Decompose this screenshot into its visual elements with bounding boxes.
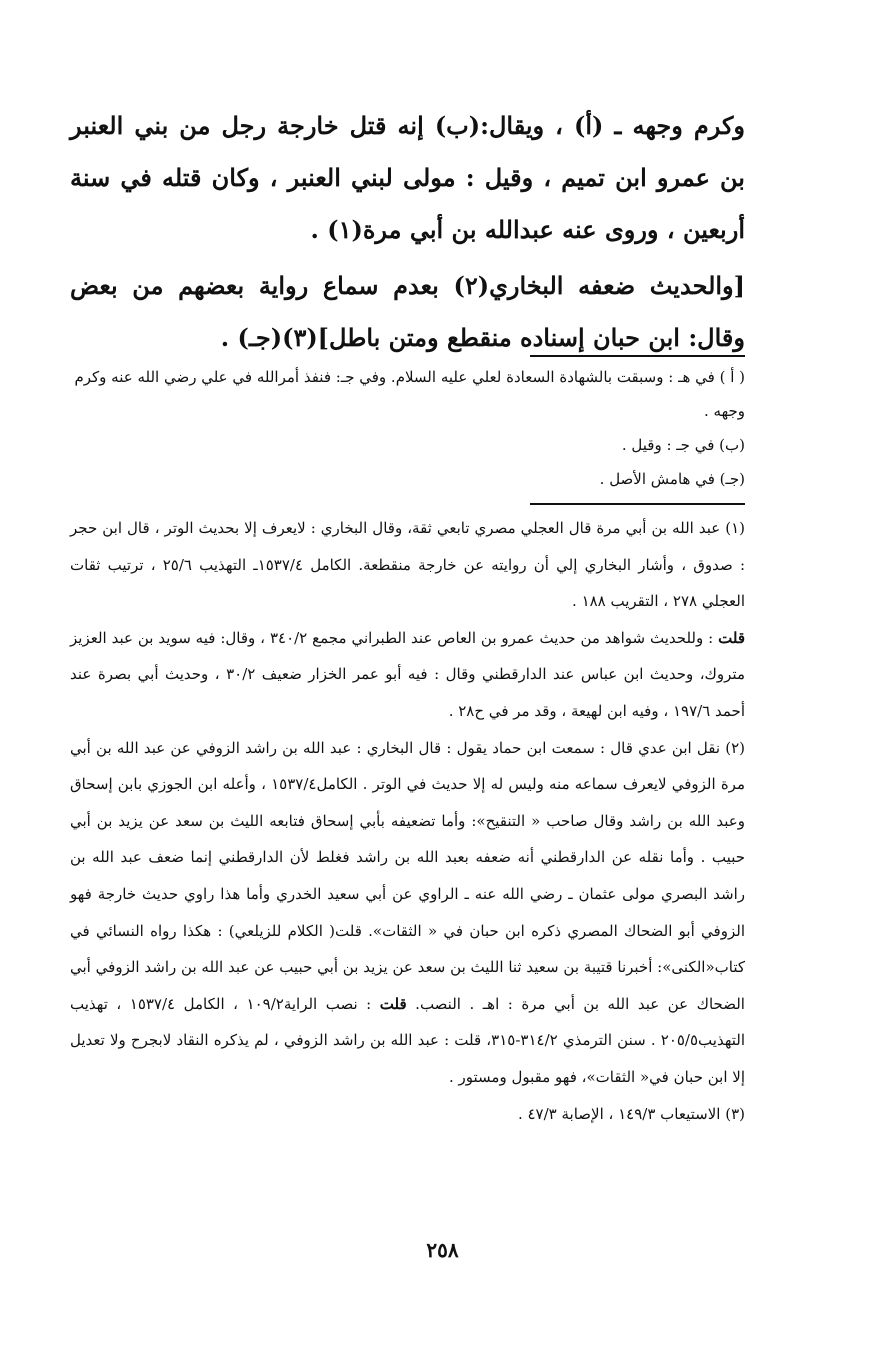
- footnote-2-text-b: : نصب الراية١٠٩/٢ ، الكامل ١٥٣٧/٤ ، تهذيب التهذيب٢٠٥/٥ . سنن الترمذي ٣١٤/٢-٣١٥، قلت : عبد الله بن راشد الزوفي ، لم يذكره النقاد لابجرح ولا تعديل إلا ابن حبان في« الثقات»، فهو مقبول ومستور .: [70, 994, 746, 1086]
- footnote-2: [70, 730, 745, 1096]
- variant-note-b: (ب) في جـ : وقيل .: [621, 436, 745, 454]
- main-text: [70, 100, 745, 364]
- footnotes: [70, 510, 745, 1132]
- footnote-2-text-a: (٢) نقل ابن عدي قال : سمعت ابن حماد يقول : قال البخاري : عبد الله بن راشد الزوفي عن عبد الله بن أبي مرة الزوفي لايعرف سماعه منه وليس له إلا حديث في الوتر . الكامل١٥٣٧/٤ ، وأعله ابن الجوزي بابن إسحاق وعبد الله بن راشد وقال صاحب « التنقيح»: وأما تضعيفه بأبي إسحاق فتابعه الليث بن سعد عن يزيد بن أبي حبيب . وأما نقله عن الدارقطني أنه ضعفه بعبد الله بن راشد فغلط لأن الدارقطني إنما ضعف عبد الله بن راشد البصري مولى عثمان ـ رضي الله عنه ـ الراوي عن أبي سعيد الخدري وأما هذا راوي حديث خارجة فهو الزوفي أبو الضحاك المصري ذكره ابن حبان في « الثقات». قلت( الكلام للزيلعي) : هكذا رواه النسائي في كتاب«الكنى»: أخبرنا قتيبة بن سعيد ثنا الليث بن سعد عن يزيد بن أبي حبيب عن عبد الله بن راشد الزوفي أبي الضحاك عن عبد الله بن أبي مرة : اهـ . النصب.: [70, 738, 745, 1013]
- page-number: ٢٥٨: [426, 1238, 459, 1262]
- variant-note-c: (جـ) في هامش الأصل .: [599, 470, 745, 488]
- footnote-1-text: (١) عبد الله بن أبي مرة قال العجلي مصري تابعي ثقة، وقال البخاري : لايعرف إلا بحديث الوتر ، قال ابن حجر : صدوق ، وأشار البخاري إلي أن روايته عن خارجة منقطعة. الكامل ١٥٣٧/٤ـ التهذيب ٢٥/٦ ، ترتيب ثقات العجلي ٢٧٨ ، التقريب ١٨٨ .: [70, 519, 745, 611]
- footnote-1-qult-label: قلت: [718, 628, 746, 647]
- main-paragraph-2: [والحديث ضعفه البخاري(٢) بعدم سماع رواية بعضهم من بعض وقال: ابن حبان إسناده منقطع ومتن باطل](٣)(جـ) .: [70, 271, 745, 352]
- footnote-1: [70, 510, 745, 730]
- footnote-3: (٣) الاستيعاب ١٤٩/٣ ، الإصابة ٤٧/٣ .: [517, 1104, 745, 1123]
- main-paragraph-1: وكرم وجهه ـ (أ) ، ويقال:(ب) إنه قتل خارجة رجل من بني العنبر بن عمرو ابن تميم ، وقيل : مولى لبني العنبر ، وكان قتله في سنة أربعين ، وروى عنه عبدالله بن أبي مرة(١) .: [70, 111, 745, 244]
- variants-divider: [530, 355, 745, 357]
- footnote-2-qult-label: قلت: [379, 994, 407, 1013]
- footnotes-divider: [530, 503, 745, 505]
- variant-notes: [70, 360, 745, 496]
- variant-note-a: ( أ ) في هـ : وسبقت بالشهادة السعادة لعلي عليه السلام. وفي جـ: فنفذ أمرالله في علي رضي الله عنه وكرم وجهه .: [74, 368, 745, 420]
- footnote-1-qult-text: : وللحديث شواهد من حديث عمرو بن العاص عند الطبراني مجمع ٣٤٠/٢ ، وقال: فيه سويد بن عبد العزيز متروك، وحديث ابن عباس عند الدارقطني وقال : فيه أبو عمر الخزار ضعيف ٣٠/٢ ، وحديث أبي بصرة عند أحمد ١٩٧/٦ ، وفيه ابن لهيعة ، وقد مر في ح٢٨ .: [70, 628, 745, 720]
